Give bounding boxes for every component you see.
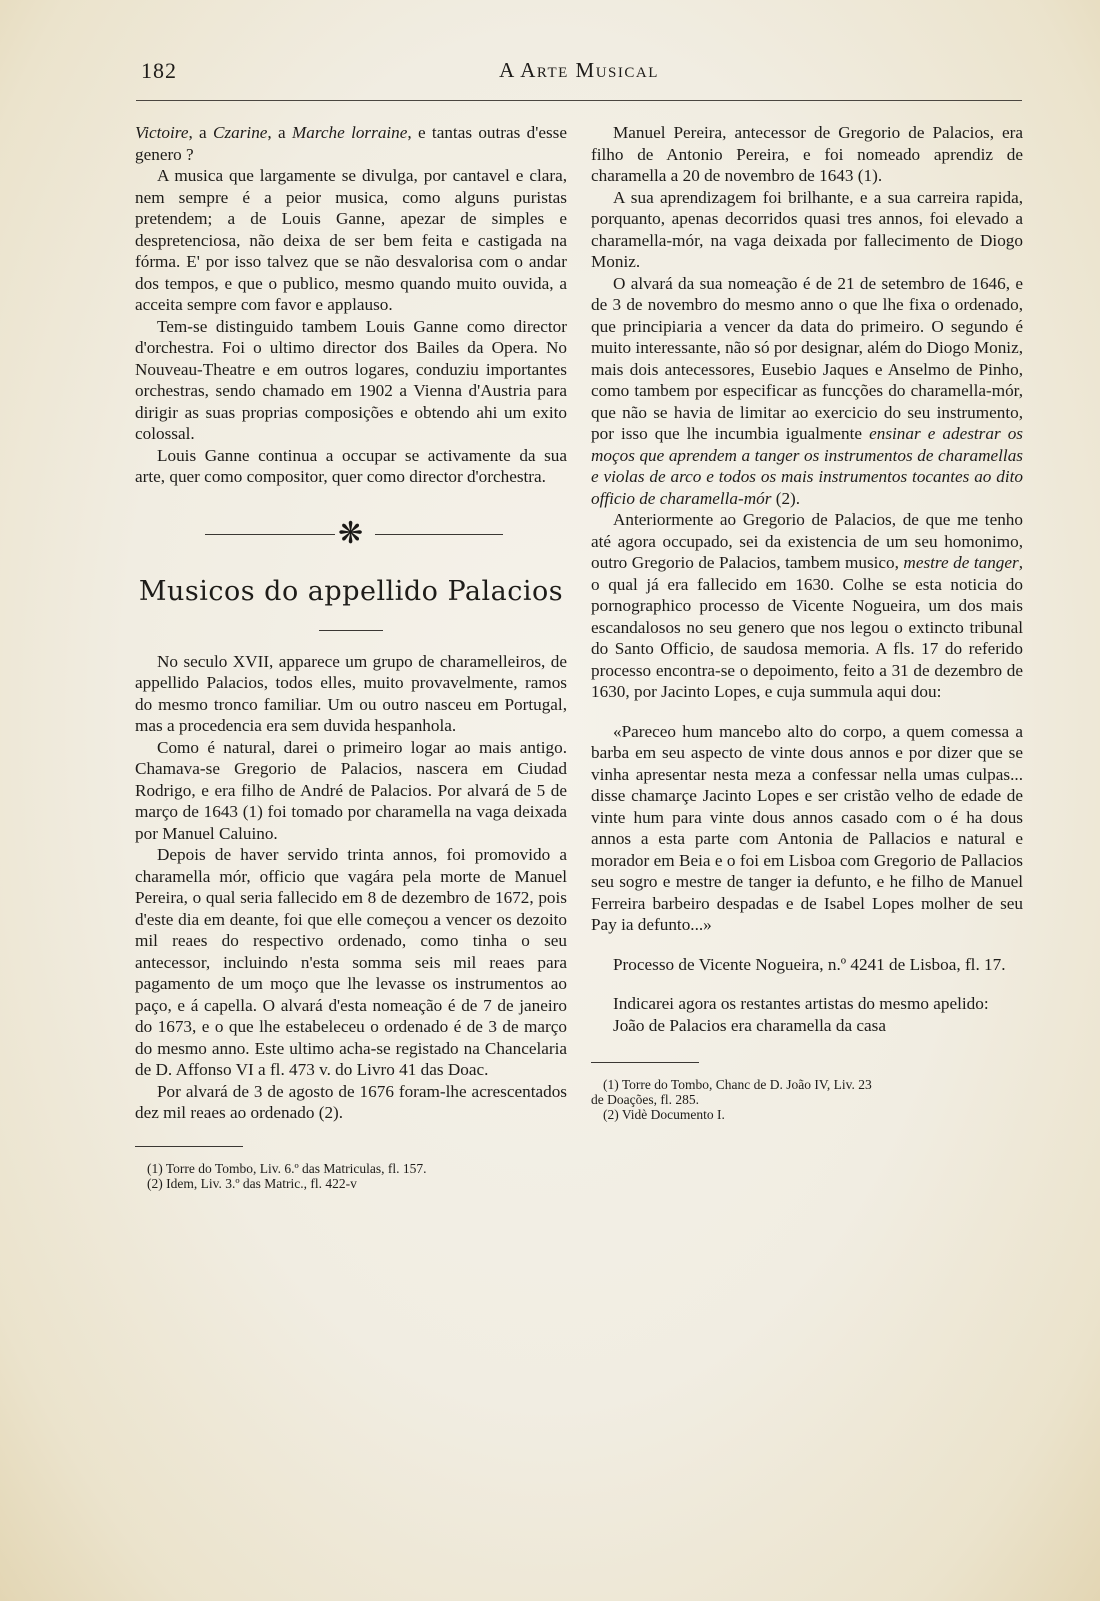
italic-quote: ensinar e adestrar os moços que aprendem a tanger os instrumentos de charamellas e violas de arco e todos os mais instrumentos tocantes ao dito officio de charamella-mór [591,424,1023,508]
paragraph: Tem-se distinguido tambem Louis Ganne como director d'orchestra. Foi o ultimo director dos Bailes da Opera. No Nouveau-Theatre e em outros logares, conduziu importantes orchestras, sendo chamado em 1902 a Vienna d'Austria para dirigir as suas proprias composições e obtendo ahi um exito colossal. [135,316,567,443]
paragraph: Como é natural, darei o primeiro logar ao mais antigo. Chamava-se Gregorio de Palacios, nascera em Ciudad Rodrigo, e era filho de André de Palacios. Por alvará de 5 de março de 1643 (1) foi tomado por charamella na vaga deixada por Manuel Caluino. [135,737,567,843]
italic-title: Victoire [135,123,189,142]
footnote: (2) Vidè Documento I. [603,1107,725,1122]
paragraph [135,122,567,165]
footnote: (2) Idem, Liv. 3.º das Matric., fl. 422-v [147,1175,357,1191]
footnote-rule [135,1146,243,1147]
title-rule [319,630,383,631]
ornament-rule [205,534,335,535]
paragraph [591,509,1023,703]
paragraph: João de Palacios era charamella da casa [613,1015,886,1035]
source-citation: Processo de Vicente Nogueira, n.º 4241 de Lisboa, fl. 17. [613,954,1006,974]
footnotes [135,1161,567,1191]
paragraph: A musica que largamente se divulga, por cantavel e clara, nem sempre é a peior musica, como alguns puristas pretendem; a de Louis Ganne, apezar de simples e despretenciosa, não deixa de ser bem feita e castigada na fórma. E' por isso talvez que se não desvalorisa com o andar dos tempos, e que o publico, mesmo quando muito ouvida, a acceita sempre com favor e applauso. [135,166,567,314]
running-title: A Arte Musical [499,58,659,82]
section-ornament [135,516,567,556]
text: Anteriormente ao Gregorio de Palacios, de que me tenho até agora occupado, sei da existencia de um seu homonimo, outro Gregorio de Palacios, tambem musico, [591,510,1023,572]
paragraph [591,273,1023,510]
footnotes [591,1077,1023,1122]
left-column [135,122,567,1191]
footnote: (1) Torre do Tombo, Liv. 6.º das Matriculas, fl. 157. [147,1160,427,1176]
text: , o qual já era fallecido em 1630. Colhe se esta noticia do pornographico processo de Vicente Nogueira, um dos mais escandalosos no seu genero que nos legou o extincto tribunal do Santo Officio, de saudosa memoria. A fls. 17 do referido processo encontra-se o depoimento, feito a 31 de dezembro de 1630, por Jacinto Lopes, e cuja summula aqui dou: [591,553,1023,701]
right-column [591,122,1023,1122]
italic-title: Czarine [212,123,268,142]
asterism-icon: ❋ [338,516,364,550]
footnote-rule [591,1062,699,1063]
italic-phrase: mestre de tanger [903,553,1019,572]
text: , a [188,123,213,142]
italic-title: Marche lorraine [291,123,408,142]
header-rule [136,100,1022,101]
text: , a [267,123,292,142]
paragraph: Depois de haver servido trinta annos, foi promovido a charamella mór, officio que vagára pela morte de Manuel Pereira, o qual seria fallecido em 8 de dezembro de 1672, pois d'este dia em deante, foi que elle começou a vencer os dezoito mil reaes do respectivo ordenado, como tinha o seu antecessor, incluindo n'esta somma seis mil reaes para pagamento de um moço que lhe levasse os instrumentos ao paço, e á capella. O alvará d'esta nomeação é de 7 de janeiro do 1673, e o que lhe estabeleceu o ordenado é de 3 de março do mesmo anno. Este ultimo acha-se registado na Chancelaria de D. Affonso VI a fl. 473 v. do Livro 41 das Doac. [135,845,567,1079]
section-title: Musicos do appellido Palacios [138,575,564,607]
page-header [136,58,1022,88]
paragraph: No seculo XVII, apparece um grupo de charamelleiros, de appellido Palacios, todos elles, muito provavelmente, ramos do mesmo tronco familiar. Um ou outro nasceu em Portugal, mas a procedencia era sem duvida hespanhola. [135,651,567,735]
text: (2). [771,488,801,508]
text: O alvará da sua nomeação é de 21 de setembro de 1646, e de 3 de novembro do mesmo anno o que lhe fixa o ordenado, que principiaria a vencer da data do primeiro. O segundo é muito interessante, não só por designar, além do Diogo Moniz, mais dois antecessores, Eusebio Jaques e Anselmo de Pinho, como tambem por especificar as funcções do charamella-mór, que não se havia de limitar ao exercicio do seu instrumento, por isso que lhe incumbia igualmente [591,273,1023,443]
paragraph: A sua aprendizagem foi brilhante, e a sua carreira rapida, porquanto, apenas decorridos quasi tres annos, foi elevado a charamella-mór, na vaga deixada por fallecimento de Diogo Moniz. [591,187,1023,271]
paragraph: Manuel Pereira, antecessor de Gregorio de Palacios, era filho de Antonio Pereira, e foi nomeado aprendiz de charamella a 20 de novembro de 1643 (1). [591,123,1023,185]
page-number: 182 [141,58,177,83]
paragraph: Indicarei agora os restantes artistas do mesmo apelido: [613,994,989,1013]
text: , e tantas outras d'esse genero ? [135,123,567,164]
paragraph: Louis Ganne continua a occupar se activamente da sua arte, quer como compositor, quer como director d'orchestra. [135,445,567,486]
ornament-rule [375,534,503,535]
paragraph: Por alvará de 3 de agosto de 1676 foram-lhe acrescentados dez mil reaes ao ordenado (2). [135,1081,567,1122]
footnote: (1) Torre do Tombo, Chanc de D. João IV, Liv. 23 [603,1077,872,1092]
quotation: «Pareceo hum mancebo alto do corpo, a quem comessa a barba em seu aspecto de vinte dous annos e por dizer que se vinha apresentar nesta meza a confessar nella umas culpas... disse chamarçe Jacinto Lopes e ser cristão velho de edade de vinte hum para vinte dous annos casado com o é ha dous annos a esta parte com Antonia de Pallacios e natural e morador em Beia e o foi em Lisboa com Gregorio de Pallacios seu sogro e mestre de tanger ia defunto, e he filho de Manuel Ferreira barbeiro despadas e de Isabel Lopes molher de seu Pay ia defunto...» [591,721,1023,934]
footnote-continuation: de Doações, fl. 285. [591,1092,699,1107]
